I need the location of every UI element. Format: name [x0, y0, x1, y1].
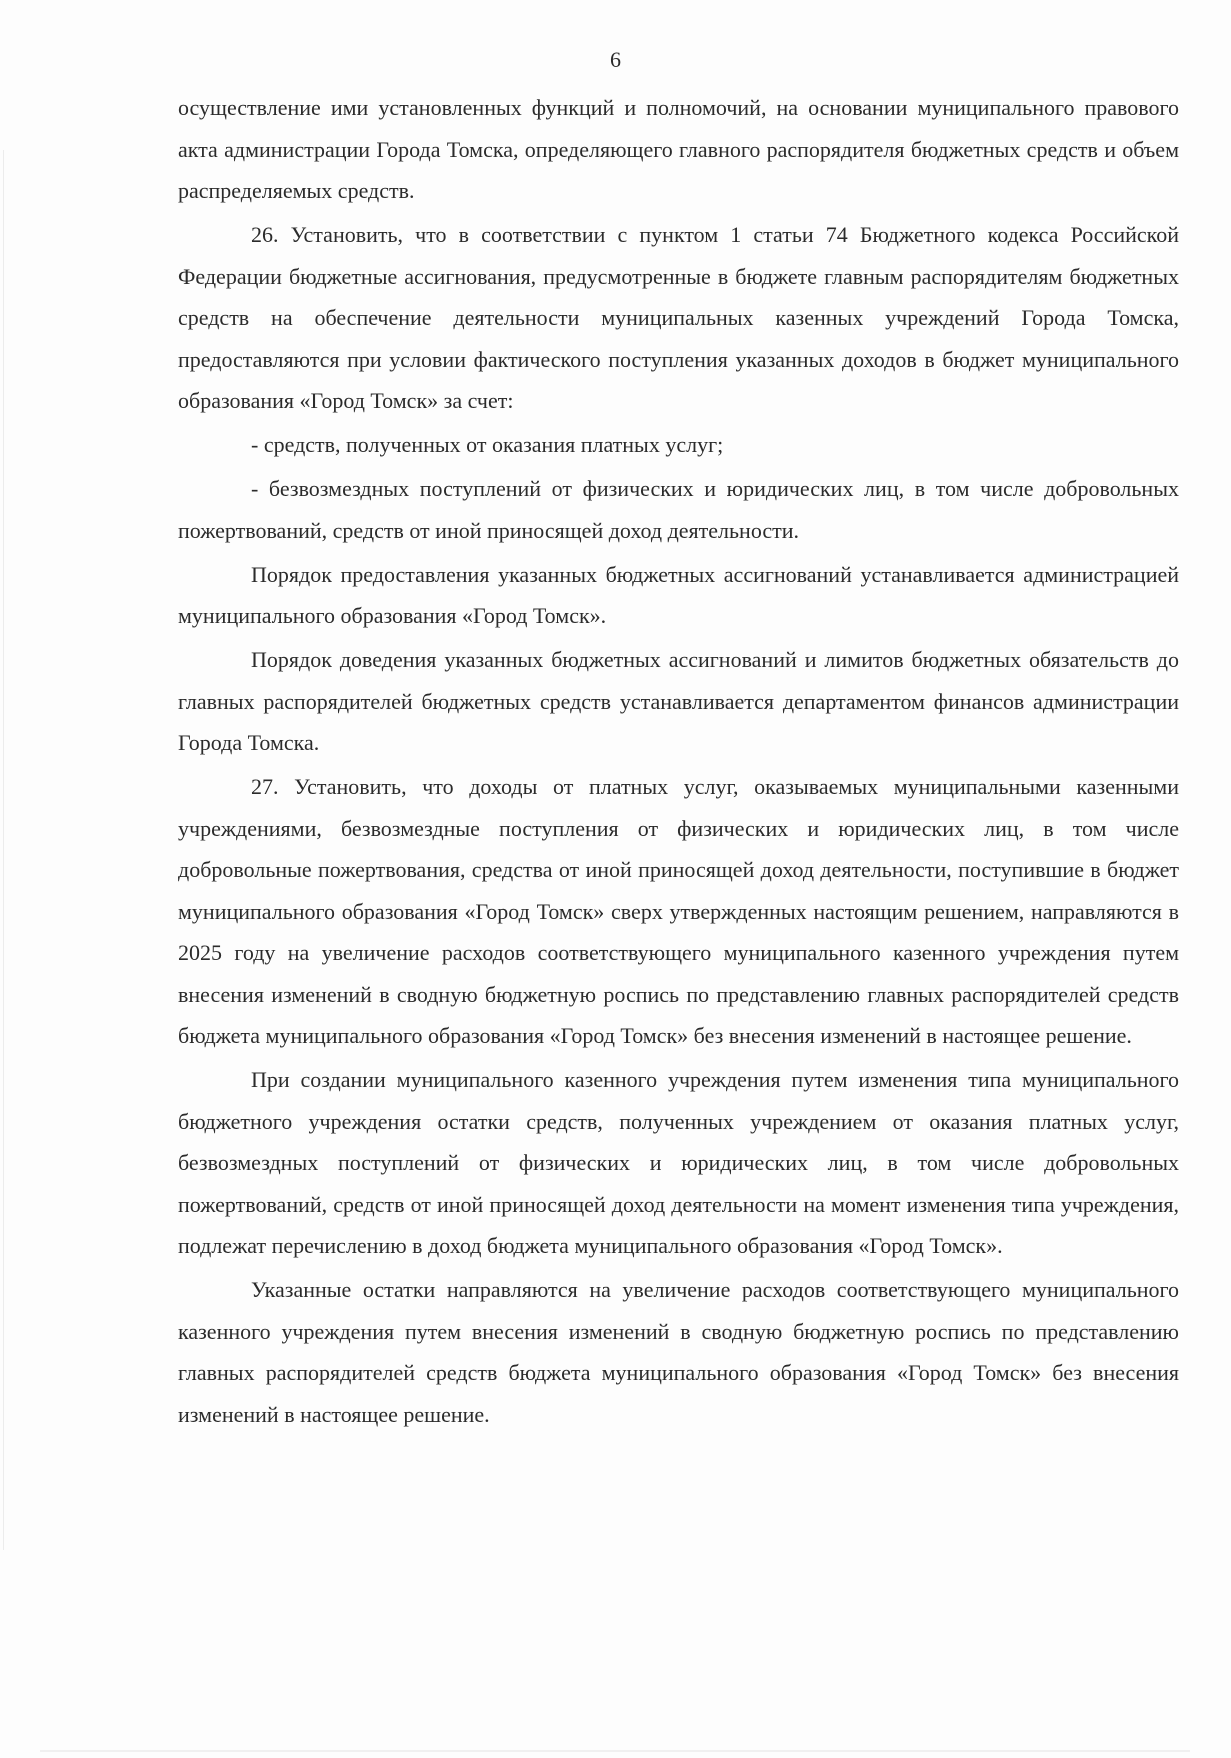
list-item-paid-services: - средств, полученных от оказания платных услуг; [251, 432, 724, 457]
page-number: 6 [610, 47, 621, 72]
document-body [178, 87, 1179, 1435]
list-item-donations: - безвозмездных поступлений от физических и юридических лиц, в том числе добровольных пожертвований, средств от иной приносящей доход деятельности. [178, 476, 1179, 543]
paragraph-clause-27: 27. Установить, что доходы от платных услуг, оказываемых муниципальными казенными учреждениями, безвозмездные поступления от физических и юридических лиц, в том числе добровольные пожертвования, средства от иной приносящей доход деятельности, поступившие в бюджет муниципального образования «Город Томск» сверх утвержденных настоящим решением, направляются в 2025 году на увеличение расходов соответствующего муниципального казенного учреждения путем внесения изменений в сводную бюджетную роспись по представлению главных распорядителей средств бюджета муниципального образования «Город Томск» без внесения изменений в настоящее решение. [178, 774, 1179, 1048]
scan-edge-artifact [3, 150, 4, 1550]
paragraph-limits-procedure: Порядок доведения указанных бюджетных ассигнований и лимитов бюджетных обязательств до главных распорядителей бюджетных средств устанавливается департаментом финансов администрации Города Томска. [178, 647, 1179, 755]
paragraph-remaining-funds: Указанные остатки направляются на увеличение расходов соответствующего муниципального казенного учреждения путем внесения изменений в сводную бюджетную роспись по представлению главных распорядителей средств бюджета муниципального образования «Город Томск» без внесения изменений в настоящее решение. [178, 1277, 1179, 1427]
paragraph-continuation: осуществление ими установленных функций и полномочий, на основании муниципального правового акта администрации Города Томска, определяющего главного распорядителя бюджетных средств и объем распределяемых средств. [178, 95, 1179, 203]
scan-edge-artifact [40, 1750, 1190, 1752]
paragraph-provision-procedure: Порядок предоставления указанных бюджетных ассигнований устанавливается администрацией муниципального образования «Город Томск». [178, 561, 1179, 628]
paragraph-type-change: При создании муниципального казенного учреждения путем изменения типа муниципального бюджетного учреждения остатки средств, полученных учреждением от оказания платных услуг, безвозмездных поступлений от физических и юридических лиц, в том числе добровольных пожертвований, средств от иной приносящей доход деятельности на момент изменения типа учреждения, подлежат перечислению в доход бюджета муниципального образования «Город Томск». [178, 1067, 1179, 1258]
paragraph-clause-26: 26. Установить, что в соответствии с пунктом 1 статьи 74 Бюджетного кодекса Российской Федерации бюджетные ассигнования, предусмотренные в бюджете главным распорядителям бюджетных средств на обеспечение деятельности муниципальных казенных учреждений Города Томска, предоставляются при условии фактического поступления указанных доходов в бюджет муниципального образования «Город Томск» за счет: [178, 222, 1179, 413]
